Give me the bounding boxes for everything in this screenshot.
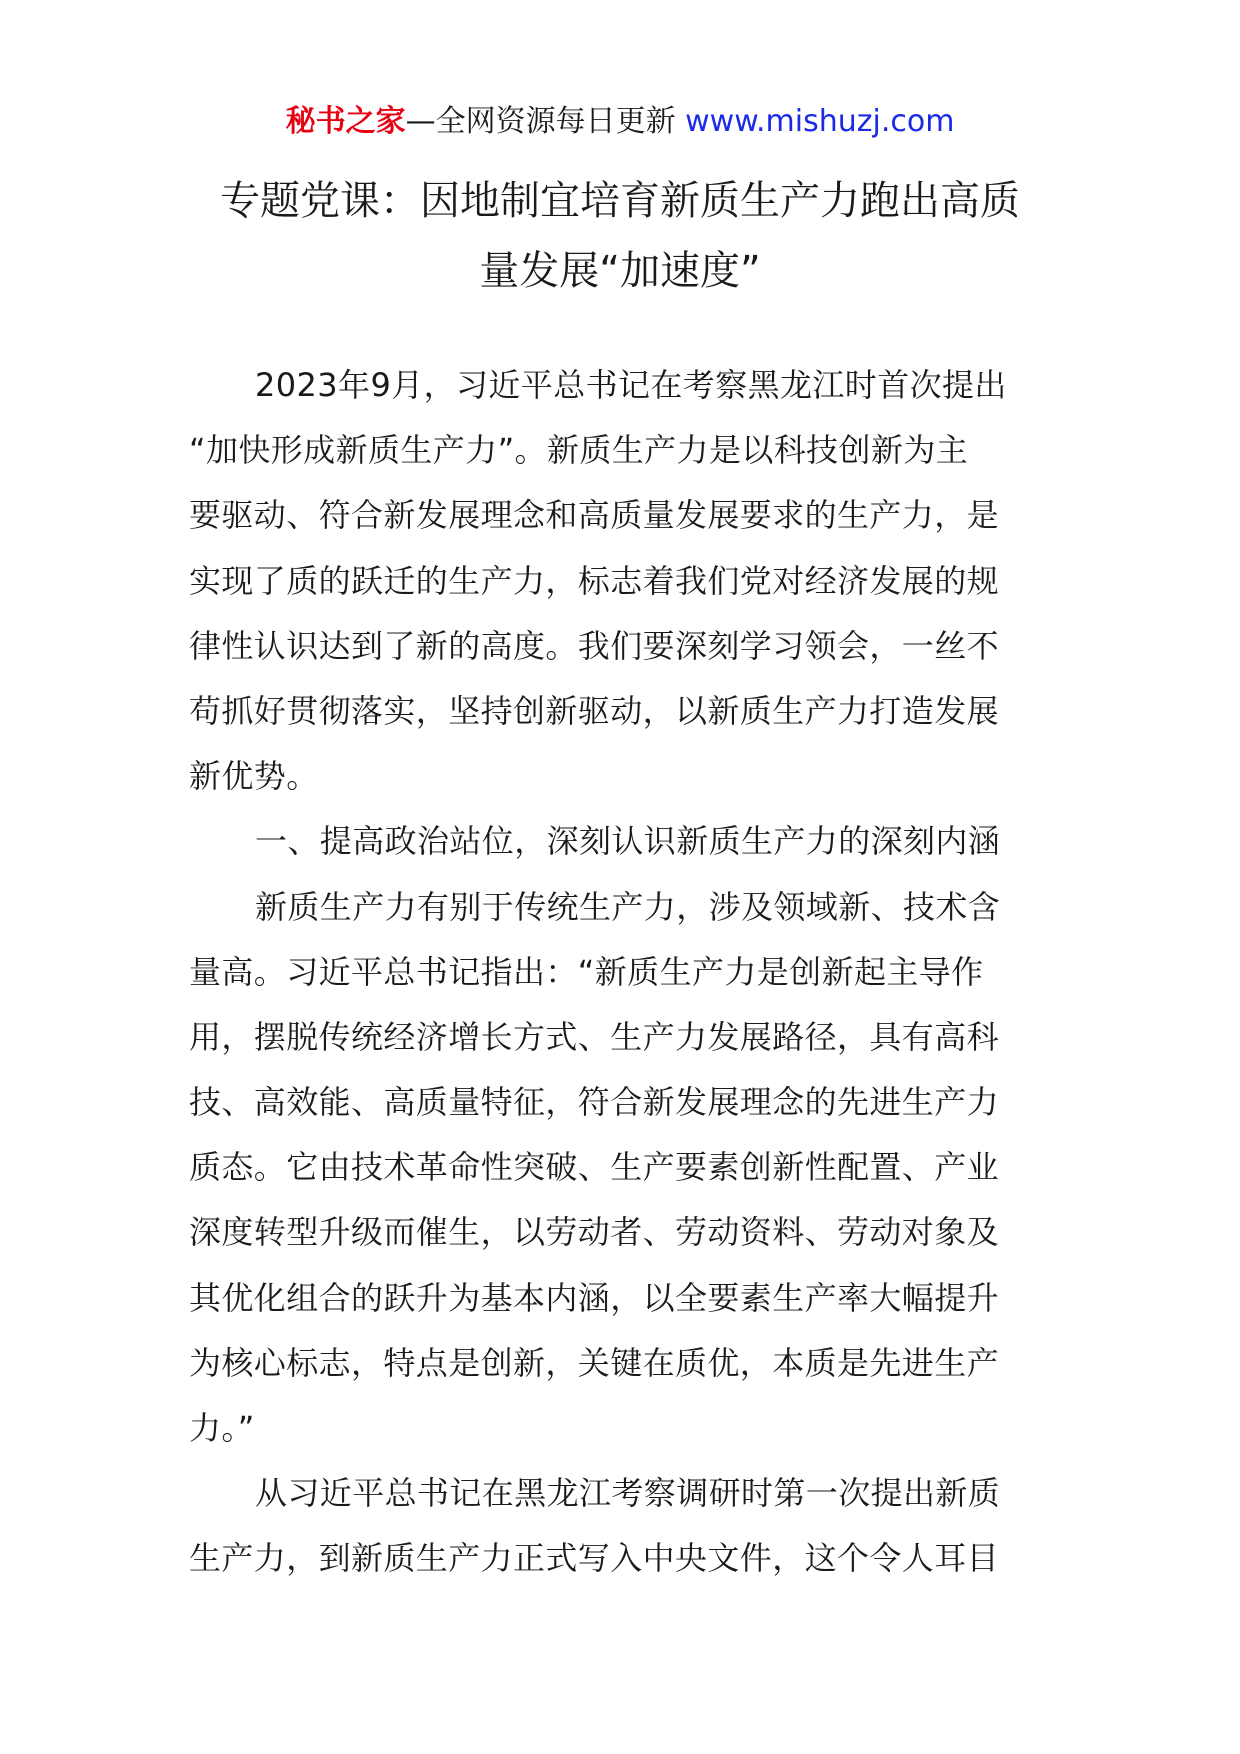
paragraph-line: 用，摆脱传统经济增长方式、生产力发展路径，具有高科 (189, 1017, 1000, 1056)
site-url-link[interactable]: www.mishuzj.com (685, 104, 955, 139)
site-header (0, 100, 1240, 144)
paragraph-line: 实现了质的跃迁的生产力，标志着我们党对经济发展的规 (189, 561, 1000, 600)
paragraph-line: “加快形成新质生产力”。新质生产力是以科技创新为主 (189, 431, 969, 470)
paragraph-line: 为核心标志，特点是创新，关键在质优，本质是先进生产 (189, 1343, 1000, 1382)
paragraph-line: 2023年9月，习近平总书记在考察黑龙江时首次提出 (255, 366, 1007, 404)
paragraph-line: 力。” (189, 1409, 255, 1447)
brand-name: 秘书之家 (285, 104, 406, 139)
paragraph-line: 生产力，到新质生产力正式写入中央文件，这个令人耳目 (189, 1539, 1000, 1578)
paragraph-line: 要驱动、符合新发展理念和高质量发展要求的生产力，是 (189, 496, 1000, 535)
title-line: 量发展“加速度” (479, 248, 761, 294)
header-slogan: —全网资源每日更新 (405, 104, 676, 139)
document-title (190, 166, 1050, 306)
paragraph-line: 技、高效能、高质量特征，符合新发展理念的先进生产力 (189, 1083, 1000, 1122)
paragraph-line: 新质生产力有别于传统生产力，涉及领域新、技术含 (255, 887, 1001, 926)
section-heading: 一、提高政治站位，深刻认识新质生产力的深刻内涵 (255, 822, 1001, 861)
paragraph-line: 深度转型升级而催生，以劳动者、劳动资料、劳动对象及 (189, 1213, 1000, 1252)
paragraph-line: 律性认识达到了新的高度。我们要深刻学习领会，一丝不 (189, 626, 1000, 665)
paragraph-line: 苟抓好贯彻落实，坚持创新驱动，以新质生产力打造发展 (189, 691, 1000, 730)
paragraph-line: 量高。习近平总书记指出：“新质生产力是创新起主导作 (189, 952, 984, 991)
document-body (189, 353, 1053, 1592)
title-line: 专题党课：因地制宜培育新质生产力跑出高质 (220, 178, 1020, 224)
paragraph-line: 新优势。 (189, 757, 319, 796)
paragraph-line: 从习近平总书记在黑龙江考察调研时第一次提出新质 (255, 1474, 1001, 1513)
paragraph-line: 其优化组合的跃升为基本内涵，以全要素生产率大幅提升 (189, 1278, 1000, 1317)
paragraph-line: 质态。它由技术革命性突破、生产要素创新性配置、产业 (189, 1148, 1000, 1187)
